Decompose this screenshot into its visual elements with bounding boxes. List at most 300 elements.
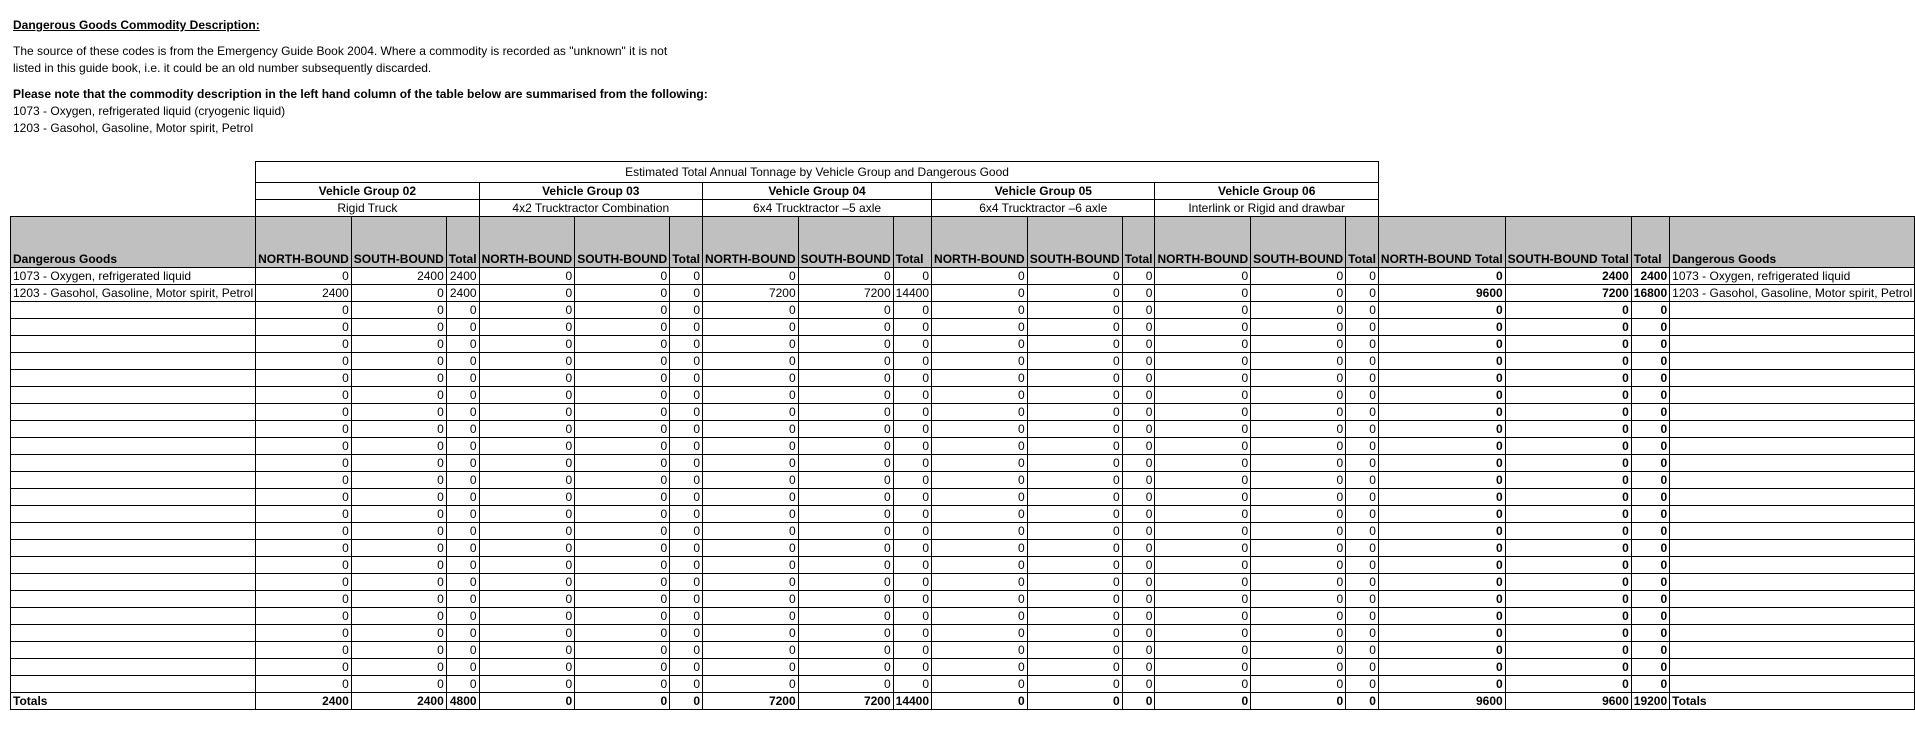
goods-cell-right: [1670, 421, 1915, 438]
value-cell: 0: [1027, 557, 1122, 574]
goods-cell: [11, 489, 256, 506]
value-cell: 0: [446, 319, 479, 336]
value-cell: 0: [446, 302, 479, 319]
value-cell: 0: [446, 387, 479, 404]
total-cell: 0: [1505, 506, 1631, 523]
value-cell: 0: [670, 438, 703, 455]
value-cell: 2400: [256, 285, 352, 302]
total-cell: 0: [1378, 336, 1505, 353]
goods-cell: [11, 404, 256, 421]
goods-cell-right: [1670, 302, 1915, 319]
table-row: [11, 336, 1915, 353]
value-cell: 0: [1346, 472, 1379, 489]
value-cell: 0: [703, 268, 799, 285]
value-cell: 0: [893, 523, 931, 540]
value-cell: 0: [798, 319, 893, 336]
value-cell: 0: [351, 421, 446, 438]
goods-cell-right: [1670, 591, 1915, 608]
value-cell: 0: [446, 523, 479, 540]
total-cell: 0: [1631, 336, 1669, 353]
value-cell: 0: [446, 540, 479, 557]
value-cell: 0: [1346, 506, 1379, 523]
value-cell: 0: [932, 285, 1028, 302]
value-cell: 0: [893, 489, 931, 506]
value-cell: 0: [351, 540, 446, 557]
value-cell: 0: [670, 319, 703, 336]
value-cell: 0: [479, 353, 575, 370]
totals-value-cell: 7200: [798, 693, 893, 710]
goods-cell-right: [1670, 557, 1915, 574]
total-cell: 0: [1378, 659, 1505, 676]
value-cell: 0: [1027, 387, 1122, 404]
vehicle-group-desc: Interlink or Rigid and drawbar: [1155, 200, 1378, 217]
total-cell: 0: [1631, 591, 1669, 608]
value-cell: 0: [256, 506, 352, 523]
value-cell: 0: [1027, 642, 1122, 659]
value-cell: 0: [575, 489, 670, 506]
totals-value-cell: 0: [932, 693, 1028, 710]
vehicle-group-desc: 4x2 Trucktractor Combination: [479, 200, 702, 217]
value-cell: 0: [1346, 574, 1379, 591]
summary-note: Please note that the commodity description in the left hand column of the table below are summarised from the following:: [13, 87, 708, 101]
value-cell: 0: [446, 659, 479, 676]
total-cell: 0: [1505, 438, 1631, 455]
total-cell: 0: [1631, 540, 1669, 557]
value-cell: 0: [1251, 455, 1346, 472]
value-cell: 0: [1122, 523, 1155, 540]
value-cell: 0: [575, 642, 670, 659]
value-cell: 0: [1027, 268, 1122, 285]
goods-cell-right: [1670, 676, 1915, 693]
vehicle-group-name: Vehicle Group 04: [703, 183, 932, 200]
value-cell: 0: [893, 370, 931, 387]
table-row: [11, 659, 1915, 676]
totals-value-cell: 0: [1155, 693, 1251, 710]
value-cell: 0: [932, 336, 1028, 353]
value-cell: 0: [1251, 404, 1346, 421]
value-cell: 0: [893, 302, 931, 319]
value-cell: 0: [1122, 659, 1155, 676]
total-cell: 0: [1378, 625, 1505, 642]
value-cell: 0: [798, 625, 893, 642]
goods-cell: [11, 353, 256, 370]
total-cell: 0: [1631, 574, 1669, 591]
goods-cell-right: [1670, 506, 1915, 523]
value-cell: 0: [1155, 387, 1251, 404]
value-cell: 0: [1251, 574, 1346, 591]
value-cell: 0: [932, 489, 1028, 506]
value-cell: 0: [1251, 642, 1346, 659]
value-cell: 0: [1155, 659, 1251, 676]
goods-cell: [11, 506, 256, 523]
value-cell: 0: [932, 659, 1028, 676]
value-cell: 0: [703, 472, 799, 489]
value-cell: 0: [798, 387, 893, 404]
total-cell: 0: [1378, 540, 1505, 557]
value-cell: 0: [256, 659, 352, 676]
value-cell: 0: [1027, 591, 1122, 608]
value-cell: 0: [932, 506, 1028, 523]
value-cell: 0: [446, 455, 479, 472]
value-cell: 0: [479, 421, 575, 438]
total-cell: 0: [1505, 353, 1631, 370]
table-row: [11, 472, 1915, 489]
value-cell: 0: [1251, 489, 1346, 506]
value-cell: 0: [670, 387, 703, 404]
value-cell: 0: [256, 523, 352, 540]
value-cell: 0: [1251, 659, 1346, 676]
value-cell: 0: [1346, 319, 1379, 336]
goods-cell: [11, 319, 256, 336]
value-cell: 0: [703, 676, 799, 693]
value-cell: 0: [1122, 387, 1155, 404]
value-cell: 0: [351, 472, 446, 489]
value-cell: 0: [893, 574, 931, 591]
value-cell: 0: [1155, 489, 1251, 506]
value-cell: 0: [1251, 625, 1346, 642]
col-header-southbound: SOUTH-BOUND: [1251, 217, 1346, 268]
value-cell: 0: [1027, 506, 1122, 523]
value-cell: 0: [446, 404, 479, 421]
value-cell: 0: [1346, 438, 1379, 455]
value-cell: 0: [670, 421, 703, 438]
value-cell: 0: [703, 489, 799, 506]
value-cell: 0: [703, 438, 799, 455]
value-cell: 0: [1122, 455, 1155, 472]
value-cell: 0: [798, 302, 893, 319]
value-cell: 0: [1122, 625, 1155, 642]
total-cell: 0: [1378, 438, 1505, 455]
total-cell: 0: [1378, 676, 1505, 693]
value-cell: 0: [256, 625, 352, 642]
value-cell: 0: [1122, 472, 1155, 489]
total-cell: 0: [1631, 642, 1669, 659]
value-cell: 0: [1155, 591, 1251, 608]
value-cell: 0: [446, 642, 479, 659]
table-row: [11, 319, 1915, 336]
total-cell: 0: [1505, 642, 1631, 659]
value-cell: 0: [1346, 608, 1379, 625]
value-cell: 0: [798, 659, 893, 676]
value-cell: 0: [1155, 336, 1251, 353]
spacer-cell: [11, 200, 256, 217]
value-cell: 0: [256, 319, 352, 336]
total-cell: 2400: [1505, 268, 1631, 285]
totals-value-cell: 0: [1027, 693, 1122, 710]
table-title: Estimated Total Annual Tonnage by Vehicle Group and Dangerous Good: [256, 162, 1379, 183]
total-cell: 0: [1505, 659, 1631, 676]
col-header-northbound: NORTH-BOUND: [703, 217, 799, 268]
goods-cell: [11, 370, 256, 387]
value-cell: 0: [479, 285, 575, 302]
value-cell: 0: [798, 642, 893, 659]
table-row: [11, 421, 1915, 438]
total-cell: 0: [1505, 336, 1631, 353]
value-cell: 0: [256, 557, 352, 574]
table-row: [11, 608, 1915, 625]
value-cell: 0: [351, 574, 446, 591]
table-row: [11, 489, 1915, 506]
goods-cell-right: [1670, 608, 1915, 625]
value-cell: 0: [1251, 557, 1346, 574]
total-cell: 0: [1505, 625, 1631, 642]
value-cell: 0: [446, 353, 479, 370]
value-cell: 0: [479, 591, 575, 608]
value-cell: 0: [575, 506, 670, 523]
value-cell: 0: [446, 336, 479, 353]
value-cell: 0: [932, 404, 1028, 421]
value-cell: 0: [1122, 642, 1155, 659]
value-cell: 0: [575, 404, 670, 421]
value-cell: 0: [479, 659, 575, 676]
value-cell: 0: [893, 540, 931, 557]
total-cell: 0: [1378, 421, 1505, 438]
value-cell: 0: [670, 472, 703, 489]
value-cell: 0: [256, 540, 352, 557]
total-cell: 0: [1505, 455, 1631, 472]
total-cell: 0: [1378, 523, 1505, 540]
value-cell: 0: [703, 659, 799, 676]
goods-cell-right: [1670, 472, 1915, 489]
goods-cell-right: [1670, 523, 1915, 540]
value-cell: 0: [575, 370, 670, 387]
value-cell: 0: [932, 540, 1028, 557]
value-cell: 0: [703, 625, 799, 642]
value-cell: 0: [446, 370, 479, 387]
value-cell: 0: [1027, 676, 1122, 693]
value-cell: 0: [1027, 574, 1122, 591]
value-cell: 0: [256, 591, 352, 608]
value-cell: 0: [256, 642, 352, 659]
value-cell: 0: [446, 574, 479, 591]
value-cell: 0: [1251, 285, 1346, 302]
value-cell: 0: [703, 506, 799, 523]
goods-cell-right: [1670, 659, 1915, 676]
value-cell: 0: [575, 523, 670, 540]
value-cell: 0: [703, 608, 799, 625]
value-cell: 0: [575, 387, 670, 404]
value-cell: 0: [351, 319, 446, 336]
value-cell: 0: [893, 353, 931, 370]
col-header-southbound-total: SOUTH-BOUND Total: [1505, 217, 1631, 268]
value-cell: 0: [575, 472, 670, 489]
total-cell: 0: [1631, 387, 1669, 404]
code-line-1073: 1073 - Oxygen, refrigerated liquid (cryogenic liquid): [13, 104, 286, 118]
value-cell: 0: [1155, 404, 1251, 421]
value-cell: 0: [479, 608, 575, 625]
totals-value-cell: 0: [1346, 693, 1379, 710]
value-cell: 0: [1155, 574, 1251, 591]
value-cell: 0: [256, 404, 352, 421]
value-cell: 0: [256, 336, 352, 353]
total-cell: 0: [1505, 489, 1631, 506]
value-cell: 0: [479, 268, 575, 285]
value-cell: 0: [1122, 336, 1155, 353]
value-cell: 0: [798, 438, 893, 455]
total-cell: 0: [1631, 625, 1669, 642]
value-cell: 0: [1155, 370, 1251, 387]
goods-cell: 1073 - Oxygen, refrigerated liquid: [11, 268, 256, 285]
value-cell: 0: [1251, 540, 1346, 557]
value-cell: 0: [351, 659, 446, 676]
value-cell: 0: [446, 557, 479, 574]
value-cell: 0: [479, 676, 575, 693]
value-cell: 0: [1251, 387, 1346, 404]
totals-value-cell: 0: [1251, 693, 1346, 710]
value-cell: 0: [703, 387, 799, 404]
value-cell: 0: [798, 336, 893, 353]
tonnage-table: [10, 161, 1915, 710]
value-cell: 0: [575, 285, 670, 302]
value-cell: 0: [1346, 370, 1379, 387]
value-cell: 0: [798, 353, 893, 370]
totals-value-cell: 0: [1122, 693, 1155, 710]
value-cell: 0: [1251, 438, 1346, 455]
value-cell: 0: [670, 676, 703, 693]
goods-cell: [11, 625, 256, 642]
value-cell: 0: [1155, 285, 1251, 302]
value-cell: 0: [1346, 285, 1379, 302]
table-row: [11, 268, 1915, 285]
value-cell: 0: [893, 268, 931, 285]
table-row: [11, 302, 1915, 319]
value-cell: 0: [1155, 676, 1251, 693]
total-cell: 0: [1631, 404, 1669, 421]
value-cell: 0: [351, 438, 446, 455]
goods-cell-right: [1670, 489, 1915, 506]
table-row: [11, 676, 1915, 693]
value-cell: 0: [1155, 421, 1251, 438]
total-cell: 0: [1505, 472, 1631, 489]
goods-cell: [11, 472, 256, 489]
value-cell: 0: [479, 455, 575, 472]
value-cell: 0: [703, 642, 799, 659]
value-cell: 0: [1155, 455, 1251, 472]
value-cell: 0: [1027, 285, 1122, 302]
value-cell: 0: [932, 268, 1028, 285]
value-cell: 0: [703, 557, 799, 574]
totals-grand-cell: 9600: [1505, 693, 1631, 710]
value-cell: 0: [479, 523, 575, 540]
value-cell: 0: [1122, 489, 1155, 506]
total-cell: 0: [1505, 608, 1631, 625]
totals-grand-cell: 19200: [1631, 693, 1669, 710]
goods-cell: [11, 302, 256, 319]
value-cell: 0: [932, 676, 1028, 693]
value-cell: 0: [670, 489, 703, 506]
goods-cell-right: [1670, 574, 1915, 591]
value-cell: 0: [893, 472, 931, 489]
value-cell: 0: [446, 608, 479, 625]
goods-cell-right: [1670, 353, 1915, 370]
value-cell: 0: [351, 336, 446, 353]
value-cell: 0: [479, 642, 575, 659]
value-cell: 0: [703, 523, 799, 540]
value-cell: 0: [1346, 642, 1379, 659]
value-cell: 0: [893, 421, 931, 438]
goods-cell-right: [1670, 438, 1915, 455]
value-cell: 0: [1122, 319, 1155, 336]
total-cell: 0: [1631, 353, 1669, 370]
value-cell: 0: [1027, 625, 1122, 642]
value-cell: 0: [1027, 438, 1122, 455]
total-cell: 0: [1378, 353, 1505, 370]
value-cell: 0: [1122, 438, 1155, 455]
goods-cell: [11, 659, 256, 676]
value-cell: 0: [932, 472, 1028, 489]
table-row: [11, 523, 1915, 540]
goods-cell-right: [1670, 336, 1915, 353]
value-cell: 0: [670, 625, 703, 642]
value-cell: 0: [1346, 268, 1379, 285]
value-cell: 0: [1251, 268, 1346, 285]
goods-cell-right: 1203 - Gasohol, Gasoline, Motor spirit, Petrol: [1670, 285, 1915, 302]
value-cell: 0: [932, 591, 1028, 608]
value-cell: 0: [351, 523, 446, 540]
value-cell: 0: [670, 659, 703, 676]
value-cell: 0: [575, 319, 670, 336]
totals-value-cell: 0: [575, 693, 670, 710]
goods-cell: 1203 - Gasohol, Gasoline, Motor spirit, Petrol: [11, 285, 256, 302]
goods-cell-right: 1073 - Oxygen, refrigerated liquid: [1670, 268, 1915, 285]
value-cell: 0: [670, 370, 703, 387]
total-cell: 0: [1378, 370, 1505, 387]
total-cell: 0: [1631, 370, 1669, 387]
value-cell: 0: [351, 489, 446, 506]
value-cell: 0: [1346, 387, 1379, 404]
value-cell: 0: [670, 302, 703, 319]
goods-cell-right: [1670, 319, 1915, 336]
table-row: [11, 591, 1915, 608]
value-cell: 0: [351, 625, 446, 642]
value-cell: 0: [1122, 302, 1155, 319]
value-cell: 0: [479, 370, 575, 387]
total-cell: 0: [1505, 319, 1631, 336]
spacer-cell: [1378, 183, 1914, 200]
value-cell: 0: [575, 591, 670, 608]
value-cell: 0: [798, 557, 893, 574]
value-cell: 0: [351, 353, 446, 370]
value-cell: 0: [1155, 319, 1251, 336]
value-cell: 0: [798, 676, 893, 693]
value-cell: 0: [1346, 455, 1379, 472]
value-cell: 0: [1251, 336, 1346, 353]
value-cell: 0: [1155, 540, 1251, 557]
value-cell: 0: [351, 506, 446, 523]
value-cell: 0: [893, 404, 931, 421]
col-header-southbound: SOUTH-BOUND: [798, 217, 893, 268]
table-row: [11, 285, 1915, 302]
total-cell: 0: [1505, 387, 1631, 404]
value-cell: 0: [1346, 676, 1379, 693]
value-cell: 0: [575, 421, 670, 438]
value-cell: 0: [703, 336, 799, 353]
total-cell: 0: [1505, 302, 1631, 319]
goods-cell: [11, 455, 256, 472]
total-cell: 0: [1378, 506, 1505, 523]
value-cell: 0: [575, 659, 670, 676]
value-cell: 0: [479, 574, 575, 591]
value-cell: 0: [703, 591, 799, 608]
value-cell: 0: [1251, 608, 1346, 625]
table-row: [11, 625, 1915, 642]
col-header-total: Total: [670, 217, 703, 268]
total-cell: 0: [1631, 438, 1669, 455]
col-header-total: Total: [893, 217, 931, 268]
value-cell: 0: [351, 285, 446, 302]
value-cell: 0: [1027, 302, 1122, 319]
total-cell: 0: [1505, 404, 1631, 421]
